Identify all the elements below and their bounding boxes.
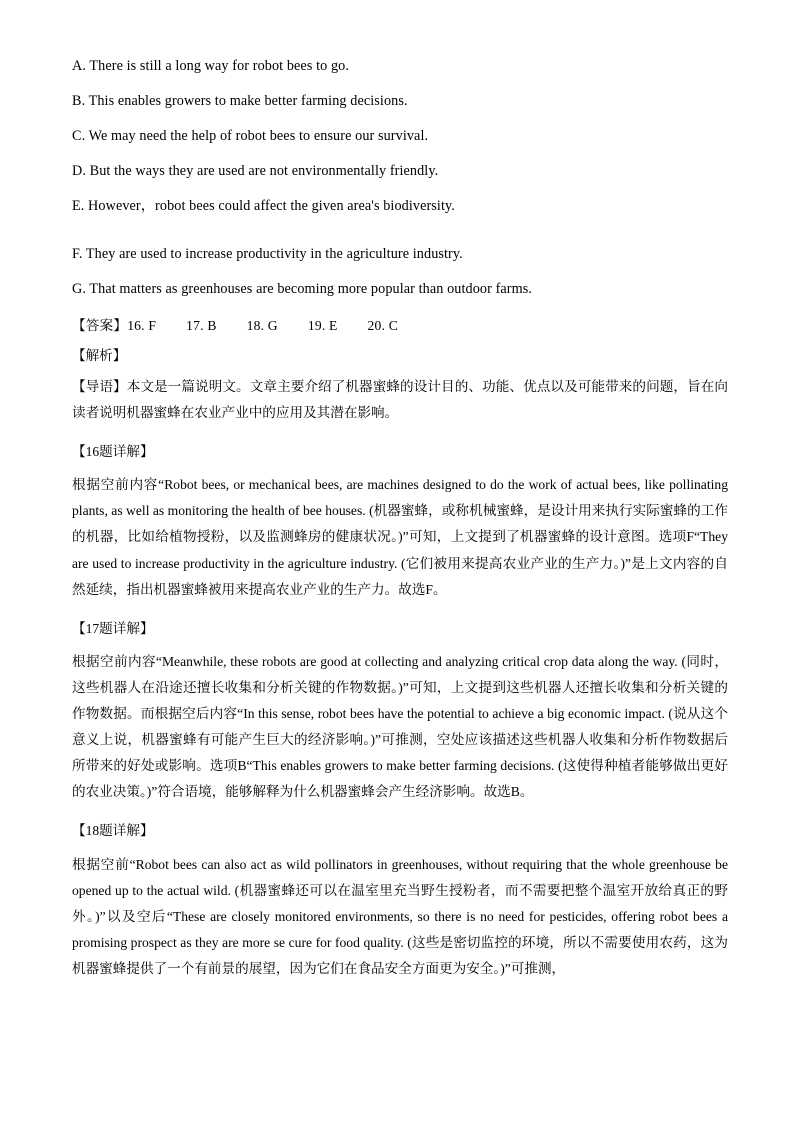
options-list <box>72 55 728 300</box>
option-b: B. This enables growers to make better farming decisions. <box>72 93 408 109</box>
item-18-body: 根据空前“Robot bees can also act as wild pollinators in greenhouses, without requiring that the whole greenhouse be opened up to the actual wild. (机器蜜蜂还可以在温室里充当野生授粉者，而不需要把整个温室开放给真正的野外。)”以及空后“These are closely monitored environments, so there is no need for pesticides, offering robot bees a promising prospect as they are more se cure for food quality. (这些是密切监控的环境，所以不需要使用农药，这为机器蜜蜂提供了一个有前景的展望，因为它们在食品安全方面更为安全。)”可推测， <box>72 856 728 976</box>
option-g: G. That matters as greenhouses are becoming more popular than outdoor farms. <box>72 281 533 297</box>
answer-label: 【答案】 <box>72 318 128 333</box>
answer-19: 19. E <box>307 318 338 333</box>
option-d: D. But the ways they are used are not environmentally friendly. <box>72 163 439 179</box>
item-17-body: 根据空前内容“Meanwhile, these robots are good at collecting and analyzing critical crop data along the way. (同时，这些机器人在沿途还擅长收集和分析关键的作物数据。)”可知，上文提到这些机器人还擅长收集和分析关键的作物数据。而根据空后内容“In this sense, robot bees have the potential to achieve a big economic impact. (说从这个意义上说，机器蜜蜂有可能产生巨大的经济影响。)”可推测，空处应该描述这些机器人收集和分析作物数据后所带来的好处或影响。选项B“This enables growers to make better farming decisions. (这使得种植者能够做出更好的农业决策。)”符合语境，能够解释为什么机器蜜蜂会产生经济影响。故选B。 <box>72 653 728 800</box>
option-e: E. However，robot bees could affect the given area's biodiversity. <box>72 198 455 214</box>
item-16-body: 根据空前内容“Robot bees, or mechanical bees, are machines designed to do the work of actual bees, like pollinating plants, as well as monitoring the health of bee houses. (机器蜜蜂，或称机械蜜蜂，是设计用来执行实际蜜蜂的工作的机器，比如给植物授粉，以及监测蜂房的健康状况。)”可知，上文提到了机器蜜蜂的设计意图。选项F“They are used to increase productivity in the agriculture industry. (它们被用来提高农业产业的生产力。)”是上文内容的自然延续，指出机器蜜蜂被用来提高农业产业的生产力。故选F。 <box>72 477 728 597</box>
answer-17: 17. B <box>186 318 217 333</box>
item-18-heading: 【18题详解】 <box>72 823 154 839</box>
answer-16: 16. F <box>127 318 157 333</box>
guide-paragraph <box>72 374 728 426</box>
guide-text: 本文是一篇说明文。文章主要介绍了机器蜜蜂的设计目的、功能、优点以及可能带来的问题，旨在向读者说明机器蜜蜂在农业产业中的应用及其潜在影响。 <box>72 379 729 421</box>
option-f: F. They are used to increase productivity in the agriculture industry. <box>72 246 463 262</box>
answer-row <box>72 314 728 334</box>
guide-label: 【导语】 <box>72 379 127 394</box>
answer-18: 18. G <box>246 318 278 333</box>
analysis-label: 【解析】 <box>72 348 127 363</box>
option-a: A. There is still a long way for robot bees to go. <box>72 58 350 74</box>
answer-20: 20. C <box>367 318 398 333</box>
option-c: C. We may need the help of robot bees to ensure our survival. <box>72 128 429 144</box>
item-16-heading: 【16题详解】 <box>72 444 154 460</box>
item-17-heading: 【17题详解】 <box>72 620 154 636</box>
